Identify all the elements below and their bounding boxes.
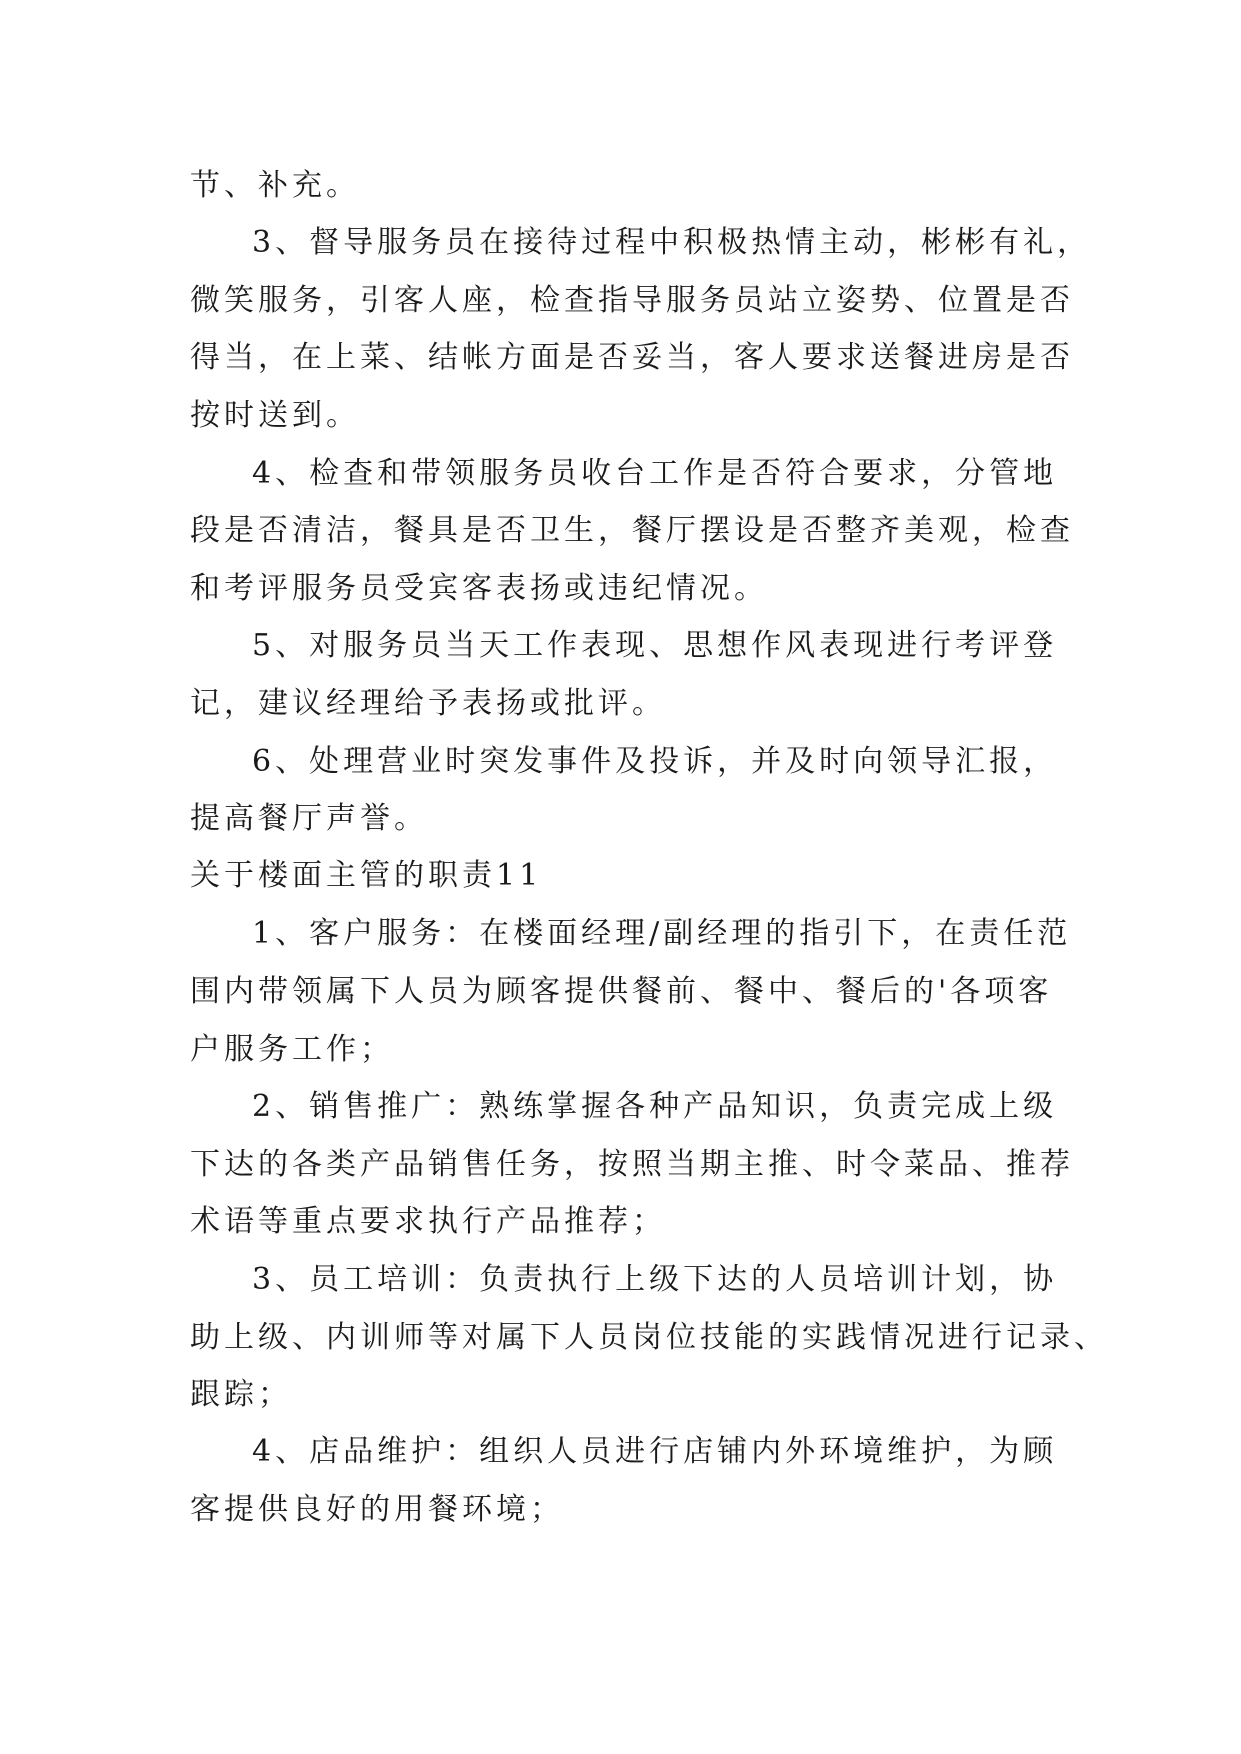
text-line: 助上级、内训师等对属下人员岗位技能的实践情况进行记录、 [190, 1320, 1108, 1355]
text-line: 客提供良好的用餐环境； [190, 1492, 564, 1527]
text-line: 记，建议经理给予表扬或批评。 [190, 686, 666, 721]
text-line: 节、补充。 [190, 168, 360, 203]
text-line: 提高餐厅声誉。 [190, 801, 428, 836]
text-line: 2、销售推广：熟练掌握各种产品知识，负责完成上级 [252, 1089, 1058, 1124]
text-line: 得当，在上菜、结帐方面是否妥当，客人要求送餐进房是否 [190, 340, 1074, 375]
section-heading: 关于楼面主管的职责11 [190, 858, 543, 893]
text-line: 户服务工作； [190, 1032, 394, 1067]
text-line: 段是否清洁，餐具是否卫生，餐厅摆设是否整齐美观，检查 [190, 513, 1074, 548]
text-line: 下达的各类产品销售任务，按照当期主推、时令菜品、推荐 [190, 1147, 1074, 1182]
text-line: 1、客户服务：在楼面经理/副经理的指引下，在责任范 [252, 916, 1072, 951]
text-line: 3、员工培训：负责执行上级下达的人员培训计划，协 [252, 1262, 1058, 1297]
text-line: 4、店品维护：组织人员进行店铺内外环境维护，为顾 [252, 1434, 1058, 1469]
text-line: 微笑服务，引客人座，检查指导服务员站立姿势、位置是否 [190, 283, 1074, 318]
text-line: 3、督导服务员在接待过程中积极热情主动，彬彬有礼， [252, 225, 1092, 260]
text-line: 5、对服务员当天工作表现、思想作风表现进行考评登 [252, 628, 1058, 663]
text-line: 按时送到。 [190, 398, 360, 433]
text-line: 跟踪； [190, 1377, 292, 1412]
text-line: 术语等重点要求执行产品推荐； [190, 1204, 666, 1239]
text-line: 6、处理营业时突发事件及投诉，并及时向领导汇报， [252, 744, 1058, 779]
text-line: 4、检查和带领服务员收台工作是否符合要求，分管地 [252, 456, 1058, 491]
text-line: 围内带领属下人员为顾客提供餐前、餐中、餐后的'各项客 [190, 974, 1053, 1009]
text-line: 和考评服务员受宾客表扬或违纪情况。 [190, 571, 768, 606]
